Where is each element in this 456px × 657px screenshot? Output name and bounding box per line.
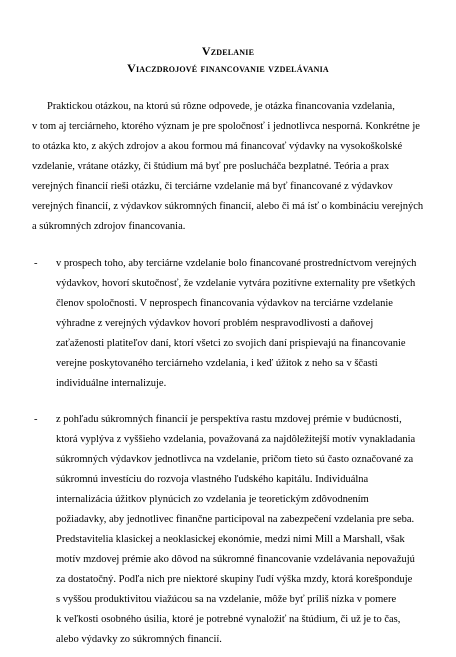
bullet-line: výhradne z verejných výdavkov hovorí problém nespravodlivosti a daňovej <box>56 318 374 329</box>
bullet-line: s vyššou produktivitou viažúcou sa na vzdelanie, môže byť príliš nízka v pomere <box>56 594 397 605</box>
bullet-line: súkromnú investíciu do rozvoja vlastného ľudského kapitálu. Individuálna <box>56 474 369 485</box>
bullet-line: požiadavky, aby jednotlivec finančne participoval na zabezpečení vzdelania pre seba. <box>56 514 415 525</box>
bullet-line: ktorá vyplýva z vyššieho vzdelania, považovaná za najdôležitejší motív vynakladania <box>56 434 416 445</box>
bullet-line: verejne poskytovaného terciárneho vzdelania, i keď úžitok z neho sa v ščasti <box>56 358 378 369</box>
intro-line: verejných financií, z výdavkov súkromných financií, alebo či má ísť o kombináciu verejných <box>32 201 424 212</box>
bullet-line: individuálne internalizuje. <box>56 378 167 389</box>
bullet-line: výdavkov, hovorí skutočnosť, že vzdelanie vytvára pozitívne externality pre všetkých <box>56 278 416 289</box>
intro-line: vzdelanie, vrátane otázky, či štúdium má byť pre poslucháča bezplatné. Teória a prax <box>32 161 390 172</box>
intro-line: verejných financií rieši otázku, či terciárne vzdelanie má byť financované z výdavkov <box>32 181 393 192</box>
bullet-line: z pohľadu súkromných financií je perspektíva rastu mzdovej prémie v budúcnosti, <box>56 414 402 425</box>
bullet-line: súkromných výdavkov jednotlivca na vzdelanie, pričom tieto sú často označované za <box>56 454 414 465</box>
intro-line: to otázka kto, z akých zdrojov a akou formou má financovať výdavky na vysokoškolské <box>32 141 403 152</box>
intro-line: a súkromných zdrojov financovania. <box>32 221 186 232</box>
bullet-line: motív mzdovej prémie ako dôvod na súkromné financovanie vzdelávania nepovažujú <box>56 554 415 565</box>
bullet-line: internalizácia úžitkov plynúcich zo vzdelania je teoretickým zdôvodnením <box>56 494 369 505</box>
bullet-marker: - <box>34 414 38 425</box>
bullet-marker: - <box>34 258 38 269</box>
bullet-line: v prospech toho, aby terciárne vzdelanie bolo financované prostredníctvom verejných <box>56 258 417 269</box>
document-subtitle: Viaczdrojové financovanie vzdelávania <box>127 61 329 75</box>
bullet-line: členov spoločnosti. V neprospech financovania výdavkov na terciárne vzdelanie <box>56 298 393 309</box>
bullet-line: za dostatočný. Podľa nich pre niektoré skupiny ľudí výška mzdy, ktorá korešponduje <box>56 574 413 585</box>
intro-line: Praktickou otázkou, na ktorú sú rôzne odpovede, je otázka financovania vzdelania, <box>47 101 395 112</box>
bullet-line: Predstavitelia klasickej a neoklasickej ekonómie, medzi nimi Mill a Marshall, však <box>56 534 405 545</box>
document-title: Vzdelanie <box>201 44 255 58</box>
bullet-line: zaťaženosti platiteľov daní, ktorí všetci zo svojich daní prispievajú na financovanie <box>56 338 406 349</box>
intro-line: v tom aj terciárneho, ktorého význam je pre spoločnosť i jednotlivca nesporná. Konkrétne je <box>32 121 420 132</box>
bullet-line: alebo výdavky zo súkromných financií. <box>56 634 222 645</box>
bullet-line: k veľkosti osobného úsilia, ktoré je potrebné vynaložiť na štúdium, či už je to čas, <box>56 614 401 625</box>
